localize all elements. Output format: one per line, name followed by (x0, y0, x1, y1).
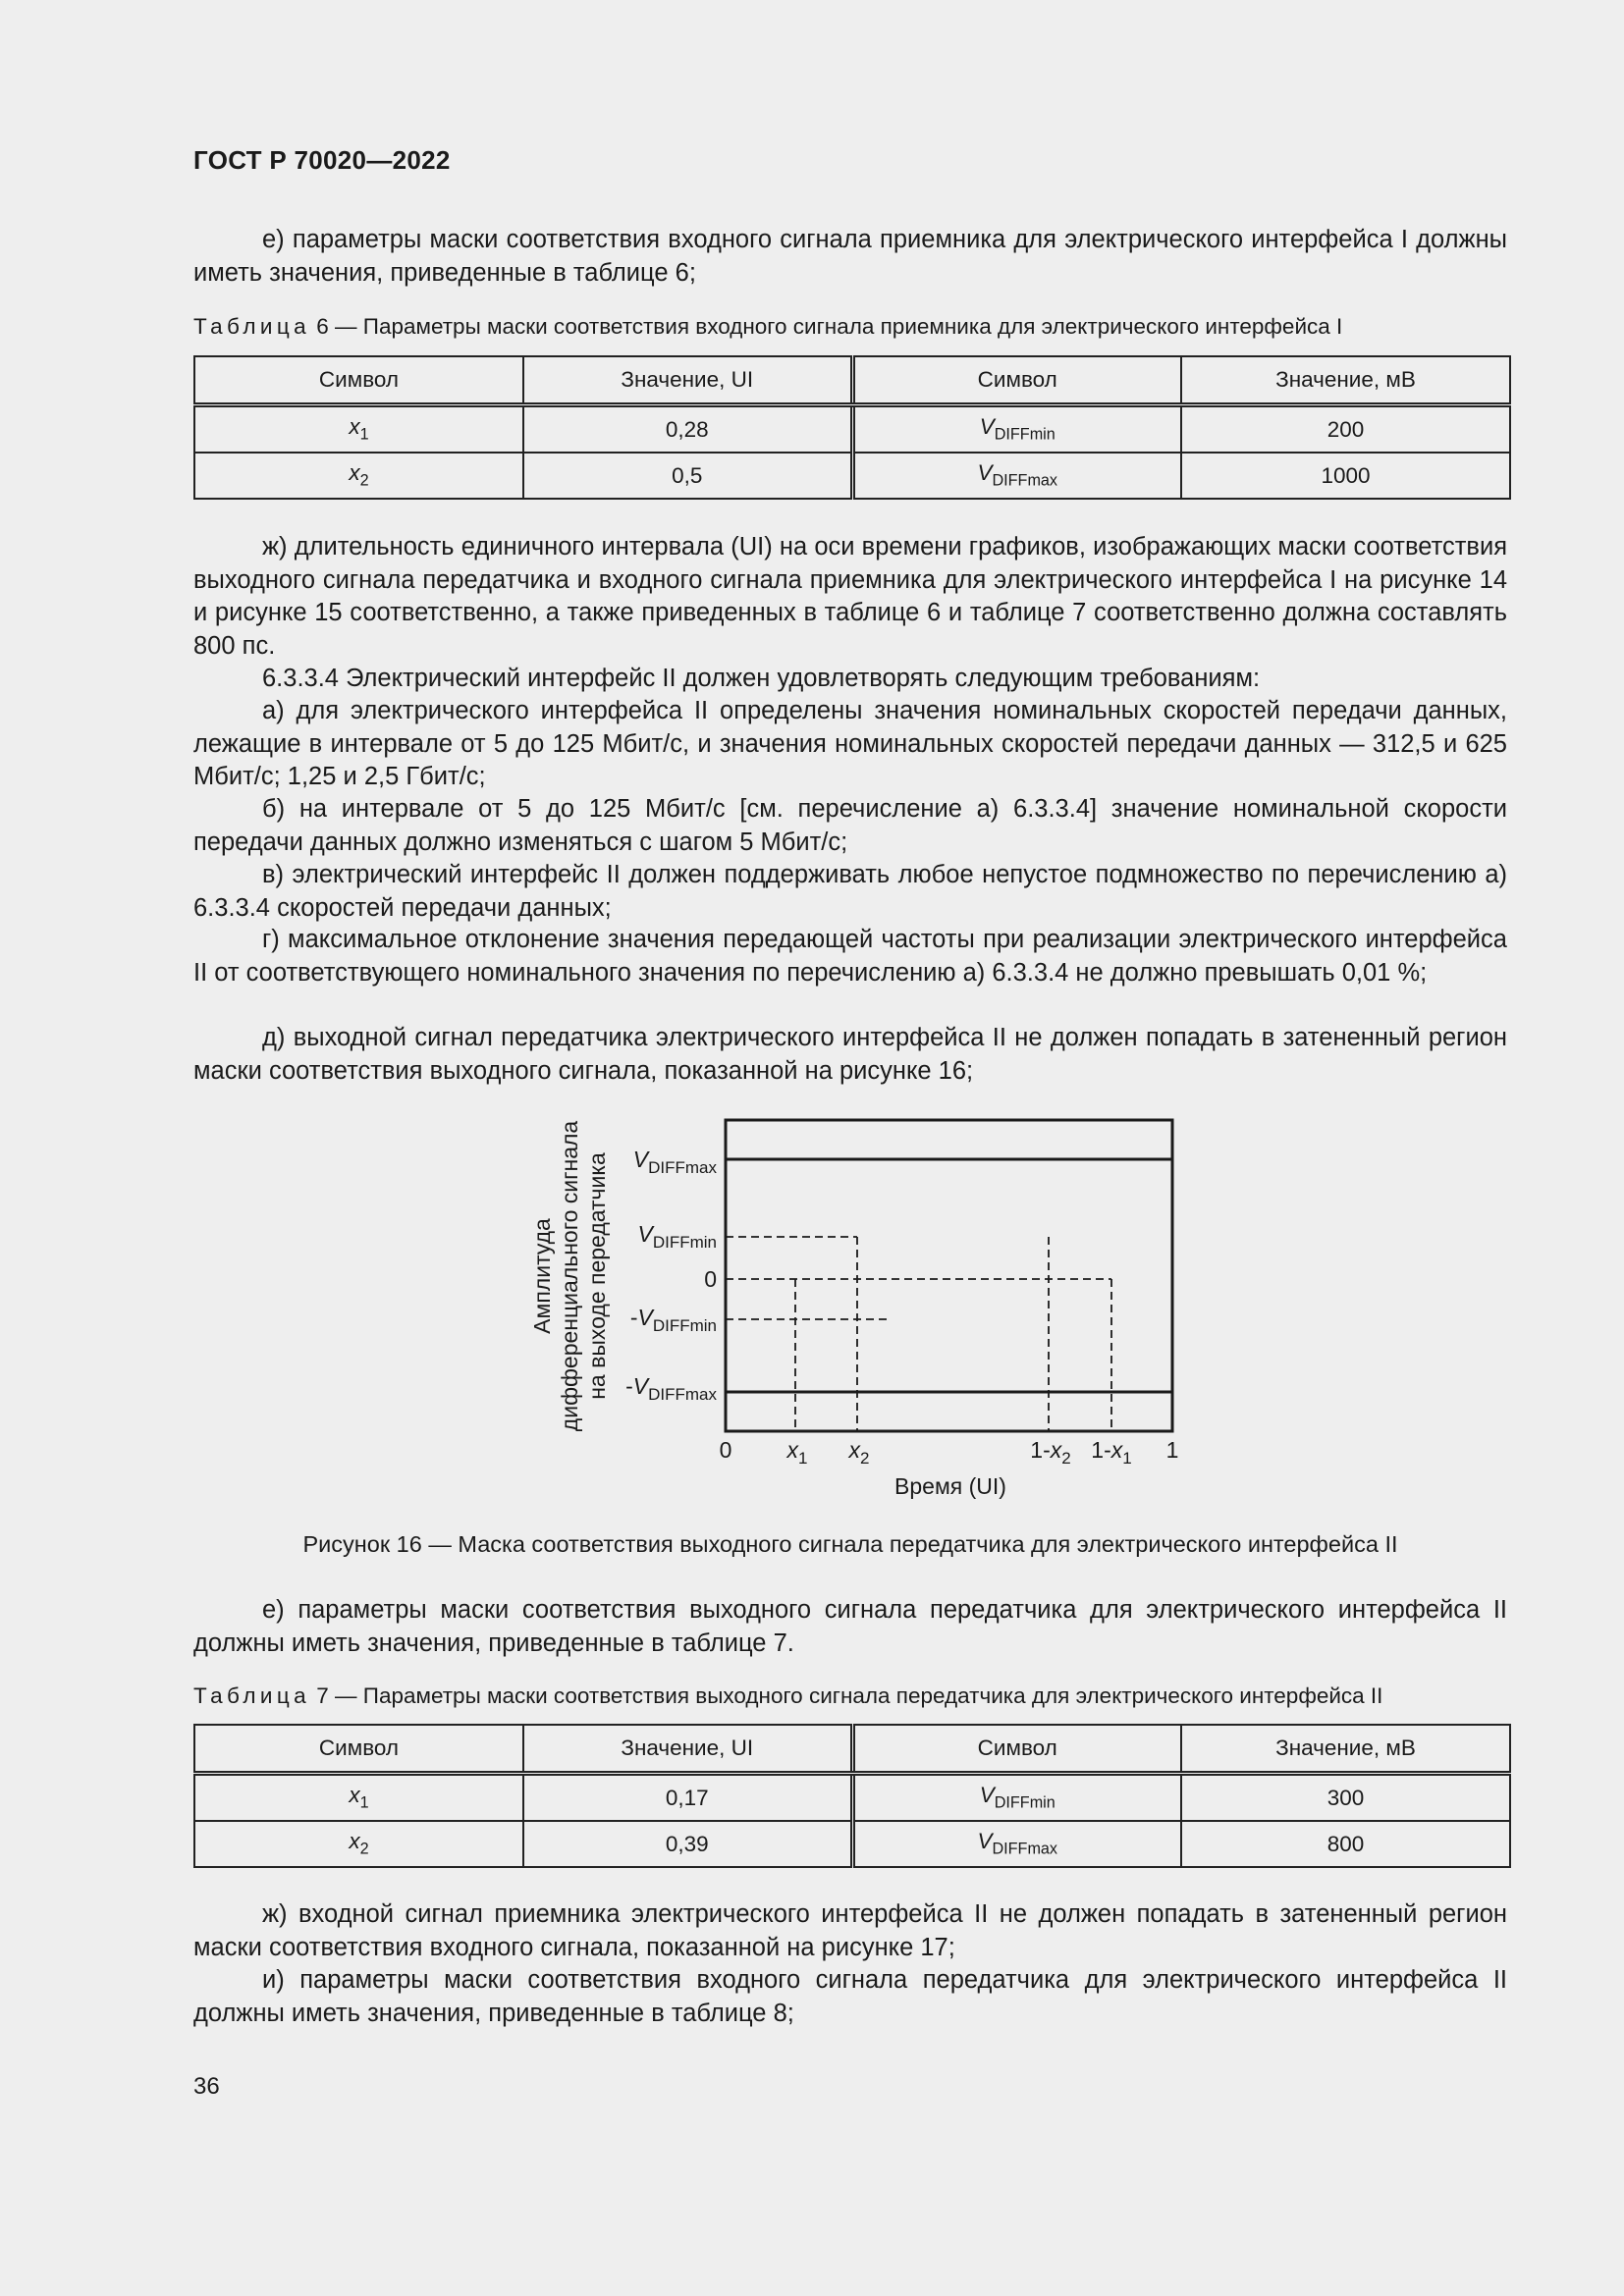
table6-cell-sym2: $V_{DIFFmin}$ (852, 405, 1181, 454)
table6-header-symbol-2: Символ (852, 356, 1181, 405)
table6-caption: Таблица 6 — Параметры маски соответствия входного сигнала приемника для электрического интерфейса I (193, 314, 1343, 339)
table7-header-value-ui: Значение, UI (523, 1725, 852, 1774)
table7 (193, 1724, 1511, 1868)
table7-cell-val2: 300 (1181, 1774, 1510, 1822)
table7-cell-sym2: $V_{DIFFmin}$ (852, 1774, 1181, 1822)
figure16-xtick-x2: $x_2$ (848, 1437, 870, 1468)
paragraph-zh2: ж) входной сигнал приемника электрического интерфейса II не должен попадать в затененный регион маски соответствия входного сигнала, показанной на рисунке 17; (193, 1900, 1507, 1961)
figure16-caption: Рисунок 16 — Маска соответствия выходного сигнала передатчика для электрического интерфейса II (302, 1531, 1398, 1557)
table-row (194, 1774, 1510, 1822)
table6-cell-val1: 0,5 (523, 453, 852, 499)
paragraph-b: б) на интервале от 5 до 125 Мбит/с [см. перечисление а) 6.3.3.4] значение номинальной скорости передачи данных должно изменяться с шагом 5 Мбит/с; (193, 795, 1507, 856)
page-number: 36 (193, 2073, 220, 2100)
figure16-xlabel: Время (UI) (894, 1473, 1006, 1499)
figure16-frame (726, 1120, 1172, 1431)
paragraph-i: и) параметры маски соответствия входного сигнала передатчика для электрического интерфейса II должны иметь значения, приведенные в таблице 8; (193, 1966, 1507, 2027)
table6-header-value-ui: Значение, UI (523, 356, 852, 405)
table7-cell-sym2: $V_{DIFFmax}$ (852, 1821, 1181, 1867)
figure16-ytick-neg-vdiffmin: $-V_{DIFFmin}$ (629, 1305, 717, 1335)
figure16-xtick-1-x2: $1-x_2$ (1030, 1437, 1071, 1468)
table-row (194, 1821, 1510, 1867)
table6-cell-sym1: $x_2$ (194, 453, 523, 499)
table7-header-value-mv: Значение, мВ (1181, 1725, 1510, 1774)
table7-caption: Таблица 7 — Параметры маски соответствия выходного сигнала передатчика для электрического интерфейса II (193, 1683, 1383, 1708)
table6-cell-sym2: $V_{DIFFmax}$ (852, 453, 1181, 499)
paragraph-a: а) для электрического интерфейса II определены значения номинальных скоростей передачи данных, лежащие в интервале от 5 до 125 Мбит/с, и значения номинальных скоростей передачи данных — 312,5 и 625 Мбит/с; 1,25 и 2,5 Гбит/с; (193, 697, 1507, 790)
table7-cell-sym1: $x_1$ (194, 1774, 523, 1822)
figure16-ytick-neg-vdiffmax: $-V_{DIFFmax}$ (625, 1373, 717, 1404)
paragraph-e2: е) параметры маски соответствия выходного сигнала передатчика для электрического интерфейса II должны иметь значения, приведенные в таблице 7. (193, 1596, 1507, 1657)
document-header: ГОСТ Р 70020—2022 (193, 145, 451, 175)
paragraph-6334: 6.3.3.4 Электрический интерфейс II должен удовлетворять следующим требованиям: (262, 665, 1261, 692)
table-row (194, 405, 1510, 454)
paragraph-e1: е) параметры маски соответствия входного сигнала приемника для электрического интерфейса I должны иметь значения, приведенные в таблице 6; (193, 226, 1507, 287)
table7-cell-val2: 800 (1181, 1821, 1510, 1867)
table7-header-symbol: Символ (194, 1725, 523, 1774)
figure16-xtick-zero: 0 (719, 1437, 732, 1463)
table6-cell-sym1: $x_1$ (194, 405, 523, 454)
table-row (194, 453, 1510, 499)
figure16-ytick-zero: 0 (704, 1266, 717, 1292)
figure16-ytick-vdiffmin: $V_{DIFFmin}$ (637, 1221, 717, 1252)
table6 (193, 355, 1511, 500)
figure16-xtick-1-x1: $1-x_1$ (1091, 1437, 1132, 1468)
paragraph-d: д) выходной сигнал передатчика электрического интерфейса II не должен попадать в затененный регион маски соответствия выходного сигнала, показанной на рисунке 16; (193, 1024, 1507, 1085)
table7-header-symbol-2: Символ (852, 1725, 1181, 1774)
paragraph-g: г) максимальное отклонение значения передающей частоты при реализации электрического интерфейса II от соответствующего номинального значения по перечислению а) 6.3.3.4 не должно превышать 0,01 %; (193, 926, 1507, 987)
figure16-diagram (511, 1104, 1198, 1507)
figure16-ylabel-2: дифференциального сигнала (557, 1120, 582, 1432)
table6-cell-val2: 200 (1181, 405, 1510, 454)
figure16-xtick-x1: $x_1$ (786, 1437, 808, 1468)
table7-cell-val1: 0,17 (523, 1774, 852, 1822)
paragraph-v: в) электрический интерфейс II должен поддерживать любое непустое подмножество по перечислению а) 6.3.3.4 скоростей передачи данных; (193, 861, 1507, 922)
table6-cell-val1: 0,28 (523, 405, 852, 454)
figure16-ylabel-1: Амплитуда (529, 1218, 555, 1334)
figure16-ylabel-3: на выходе передатчика (584, 1152, 610, 1400)
table6-cell-val2: 1000 (1181, 453, 1510, 499)
table7-cell-sym1: $x_2$ (194, 1821, 523, 1867)
figure16-xtick-one: 1 (1165, 1437, 1179, 1463)
table7-cell-val1: 0,39 (523, 1821, 852, 1867)
table6-header-symbol: Символ (194, 356, 523, 405)
figure16-ytick-vdiffmax: $V_{DIFFmax}$ (632, 1147, 717, 1177)
paragraph-zh1: ж) длительность единичного интервала (UI) на оси времени графиков, изображающих маски соответствия выходного сигнала передатчика и входного сигнала приемника для электрического интерфейса I на рисунке 14 и рисунке 15 соответственно, а также приведенных в таблице 6 и таблице 7 соответственно должна составлять 800 пс. (193, 533, 1507, 660)
table6-header-value-mv: Значение, мВ (1181, 356, 1510, 405)
